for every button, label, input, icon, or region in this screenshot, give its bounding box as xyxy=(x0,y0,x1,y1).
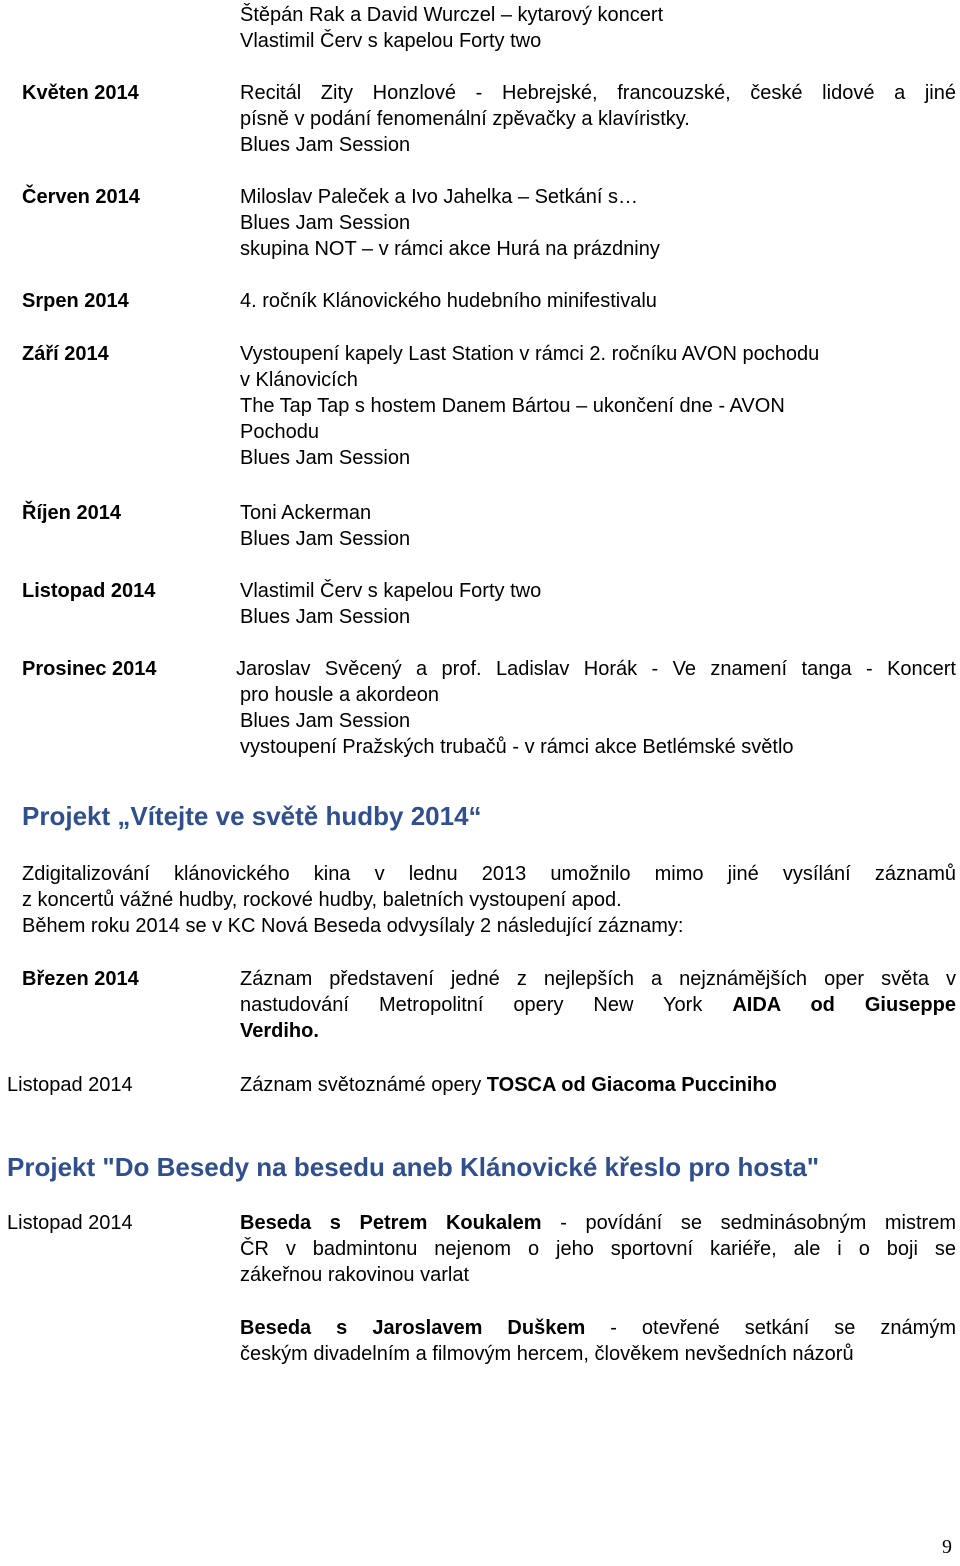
page-number: 9 xyxy=(942,1536,952,1558)
event-line: Vlastimil Červ s kapelou Forty two xyxy=(240,30,542,52)
talk-title: Beseda s Jaroslavem Duškem xyxy=(240,1317,586,1339)
event-line: Recitál Zity Honzlové - Hebrejské, francouzské, české lidové a jiné xyxy=(240,82,956,104)
event-line: Blues Jam Session xyxy=(240,212,411,234)
section-heading-vitejte: Projekt „Vítejte ve světě hudby 2014“ xyxy=(22,801,482,831)
event-line: Blues Jam Session xyxy=(240,528,411,550)
month-label-listopad-broadcast: Listopad 2014 xyxy=(7,1074,133,1096)
opera-title: TOSCA od Giacoma Pucciniho xyxy=(486,1074,777,1096)
broadcast-line xyxy=(240,992,956,1018)
month-label-brezen: Březen 2014 xyxy=(22,968,139,990)
month-label-cerven: Červen 2014 xyxy=(22,186,140,208)
month-label-srpen: Srpen 2014 xyxy=(22,290,129,312)
talk-line: zákeřnou rakovinou varlat xyxy=(240,1264,470,1286)
event-line: Toni Ackerman xyxy=(240,502,372,524)
event-line: Blues Jam Session xyxy=(240,447,411,469)
talk-line xyxy=(240,1210,956,1236)
intro-line: z koncertů vážné hudby, rockové hudby, baletních vystoupení apod. xyxy=(22,889,622,911)
event-line: pro housle a akordeon xyxy=(240,684,440,706)
intro-line: Zdigitalizování klánovického kina v lednu 2013 umožnilo mimo jiné vysílání záznamů xyxy=(22,863,956,885)
broadcast-line xyxy=(240,1072,777,1098)
month-label-listopad: Listopad 2014 xyxy=(22,580,156,602)
broadcast-line: Záznam představení jedné z nejlepších a nejznámějších oper světa v xyxy=(240,968,956,990)
event-line: Blues Jam Session xyxy=(240,710,411,732)
month-label-rijen: Říjen 2014 xyxy=(22,502,121,524)
event-line: Blues Jam Session xyxy=(240,134,411,156)
talk-text: - povídání se sedminásobným mistrem xyxy=(541,1212,956,1234)
event-line: Pochodu xyxy=(240,421,319,443)
event-line: Vlastimil Červ s kapelou Forty two xyxy=(240,580,542,602)
event-line: skupina NOT – v rámci akce Hurá na prázdniny xyxy=(240,238,660,260)
event-line: v Klánovicích xyxy=(240,369,358,391)
event-line: Miloslav Paleček a Ivo Jahelka – Setkání s… xyxy=(240,186,638,208)
event-line: Jaroslav Svěcený a prof. Ladislav Horák - Ve znamení tanga - Koncert xyxy=(236,658,956,680)
event-line: The Tap Tap s hostem Danem Bártou – ukončení dne - AVON xyxy=(240,395,785,417)
opera-title: AIDA od Giuseppe xyxy=(732,994,956,1016)
event-line: vystoupení Pražských trubačů - v rámci akce Betlémské světlo xyxy=(240,736,794,758)
talk-line xyxy=(240,1315,956,1341)
month-label-zari: Září 2014 xyxy=(22,343,109,365)
broadcast-text: Záznam světoznámé opery xyxy=(240,1074,487,1096)
broadcast-text: nastudování Metropolitní opery New York xyxy=(240,994,703,1016)
event-line: Štěpán Rak a David Wurczel – kytarový koncert xyxy=(240,4,664,26)
opera-title: Verdiho. xyxy=(240,1020,319,1042)
month-label-prosinec: Prosinec 2014 xyxy=(22,658,157,680)
month-label-listopad-beseda: Listopad 2014 xyxy=(7,1212,133,1234)
month-label-kveten: Květen 2014 xyxy=(22,82,139,104)
event-line: písně v podání fenomenální zpěvačky a klavíristky. xyxy=(240,108,690,130)
talk-title: Beseda s Petrem Koukalem xyxy=(240,1212,542,1234)
intro-line: Během roku 2014 se v KC Nová Beseda odvysílaly 2 následující záznamy: xyxy=(22,915,684,937)
section-heading-beseda: Projekt "Do Besedy na besedu aneb Klánovické křeslo pro hosta" xyxy=(7,1152,820,1182)
event-line: 4. ročník Klánovického hudebního minifestivalu xyxy=(240,290,657,312)
event-line: Blues Jam Session xyxy=(240,606,411,628)
talk-line: českým divadelním a filmovým hercem, člověkem nevšedních názorů xyxy=(240,1343,854,1365)
event-line: Vystoupení kapely Last Station v rámci 2. ročníku AVON pochodu xyxy=(240,343,820,365)
talk-text: - otevřené setkání se známým xyxy=(585,1317,956,1339)
talk-line: ČR v badmintonu nejenom o jeho sportovní kariéře, ale i o boji se xyxy=(240,1238,956,1260)
